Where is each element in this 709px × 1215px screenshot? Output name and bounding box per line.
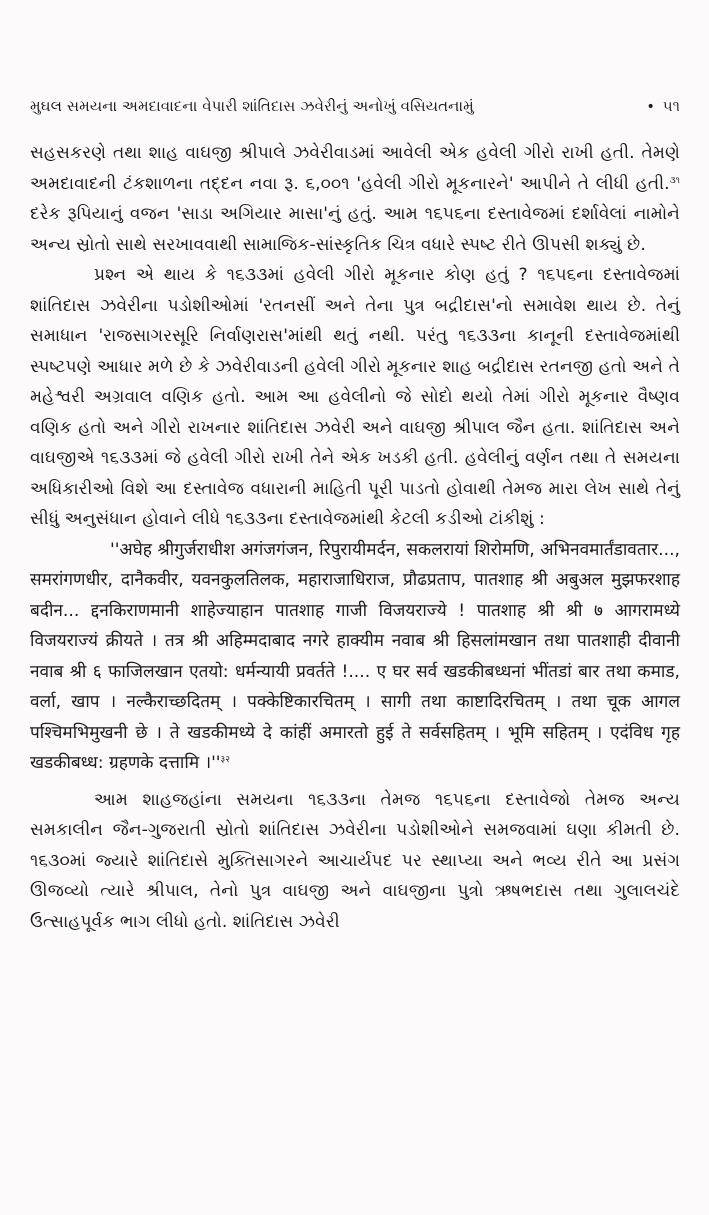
quote-text: ''अघेह श्रीगुर्जराधीश अगंजगंजन, रिपुरायीमर्दन, सकलरायां शिरोमणि, अभिनवमार्तंडावतार..., समरांगणधीर, दानैकवीर, यवनकुलतिलक, महाराजाधिराज, प्रौढप्रताप, पातशाह श्री अबुअल मुझफरशाह बदीन... द्दनकिराणमानी शाहेज्याहान पातशाह गाजी विजयराज्ये ! पातशाह श्री श्री ७ आगरामध्ये विजयराज्यं क्रीयते । तत्र श्री अहिम्मदाबाद नगरे हाक्यीम नवाब श्री हिसलांमखान तथा पातशाही दीवानी नवाब श्री ६ फाजिलखान एतयो: धर्मन्यायी प्रवर्तते !.... ए घर सर्व खडकीबध्धनां भींतडां बार तथा कमाड, वर्ला, खाप । नल्कैराच्छदितम् । पक्केष्टिकारचितम् । सागी तथा काष्टादिरचितम् । तथा चूक आगल पश्चिमभिमुखनी छे । ते खडकीमध्ये दे कांहीं अमारतो हुई ते सर्वसहितम् । भूमि सहितम् । एदंविध गृह खडकीबध्ध: ग्रहणके दत्तामि ।'' [30, 539, 680, 773]
bullet-separator: • [646, 99, 655, 115]
running-title: મુઘલ સમયના અમદાવાદના વેપારી શાંતિદાસ ઝવેરીનું અનોખું વસિયતનામું [30, 97, 474, 115]
running-header [30, 96, 680, 117]
paragraph-1-text-cont: દરેક રૂપિયાનું વજન 'સાડા અગિયાર માસા'નું હતું. આમ ૧૬૫૬ના દસ્તાવેજમાં દર્શાવેલાં નામોને અન્ય સ્રોતો સાથે સરખાવવાથી સામાજિક-સાંસ્કૃતિક ચિત્ર વધારે સ્પષ્ટ રીતે ઊપસી શક્યું છે. [30, 204, 680, 255]
page-number-group [641, 96, 680, 117]
paragraph-1 [30, 138, 680, 260]
body-text [30, 138, 680, 937]
paragraph-1-text: સહસકરણે તથા શાહ વાઘજી શ્રીપાલે ઝવેરીવાડમાં આવેલી એક હવેલી ગીરો રાખી હતી. તેમણે અમદાવાદની ટંકશાળના તદ્દન નવા રૂ. ૬,૦૦૧ 'હવેલી ગીરો મૂકનારને' આપીને તે લીધી હતી. [30, 143, 680, 194]
paragraph-2: પ્રશ્ન એ થાય કે ૧૬૩૩માં હવેલી ગીરો મૂકનાર કોણ હતું ? ૧૬૫૬ના દસ્તાવેજમાં શાંતિદાસ ઝવેરીના પડોશીઓમાં 'રતનસીં અને તેના પુત્ર બદ્રીદાસ'નો સમાવેશ થાય છે. તેનું સમાધાન 'રાજસાગરસૂરિ નિર્વાણરાસ'માંથી થતું નથી. પરંતુ ૧૬૩૩ના કાનૂની દસ્તાવેજમાંથી સ્પષ્ટપણે આધાર મળે છે કે ઝવેરીવાડની હવેલી ગીરો મૂકનાર શાહ બદ્રીદાસ રતનજી હતો અને તે મહેશ્વરી અગ્રવાલ વણિક હતો. આમ આ હવેલીનો જે સોદો થયો તેમાં ગીરો મૂકનાર વૈષ્ણવ વણિક હતો અને ગીરો રાખનાર શાંતિદાસ ઝવેરી અને વાઘજી શ્રીપાલ જૈન હતા. શાંતિદાસ અને વાઘજીએ ૧૬૩૩માં જે હવેલી ગીરો રાખી તેને એક ખડકી હતી. હવેલીનું વર્ણન તથા તે સમયના અધિકારીઓ વિશે આ દસ્તાવેજ વધારાની માહિતી પૂરી પાડતો હોવાથી તેમજ મારા લેખ સાથે તેનું સીધું અનુસંધાન હોવાને લીધે ૧૬૩૩ના દસ્તાવેજમાંથી કેટલી કડીઓ ટાંકીશું : [30, 265, 680, 529]
footnote-ref-32: ३२ [220, 755, 230, 765]
sanskrit-quote [30, 535, 680, 779]
paragraph-3: આમ શાહજહાંના સમયના ૧૬૩૩ના તેમજ ૧૬૫૬ના દસ્તાવેજો તેમજ અન્ય સમકાલીન જૈન-ગુજરાતી સ્રોતો શાંતિદાસ ઝવેરીના પડોશીઓને સમજવામાં ઘણા કીમતી છે. ૧૬૩૦માં જ્યારે શાંતિદાસે મુક્તિસાગરને આચાર્યપદ પર સ્થાપ્યા અને ભવ્ય રીતે આ પ્રસંગ ઊજવ્યો ત્યારે શ્રીપાલ, તેનો પુત્ર વાઘજી અને વાઘજીના પુત્રો ઋષભદાસ તથા ગુલાલચંદે ઉત્સાહપૂર્વક ભાગ લીધો હતો. શાંતિદાસ ઝવેરી [30, 789, 680, 932]
footnote-ref-31: ૩૧ [669, 175, 680, 186]
page-number: ૫૧ [662, 97, 680, 115]
quote-text-block [30, 535, 680, 779]
